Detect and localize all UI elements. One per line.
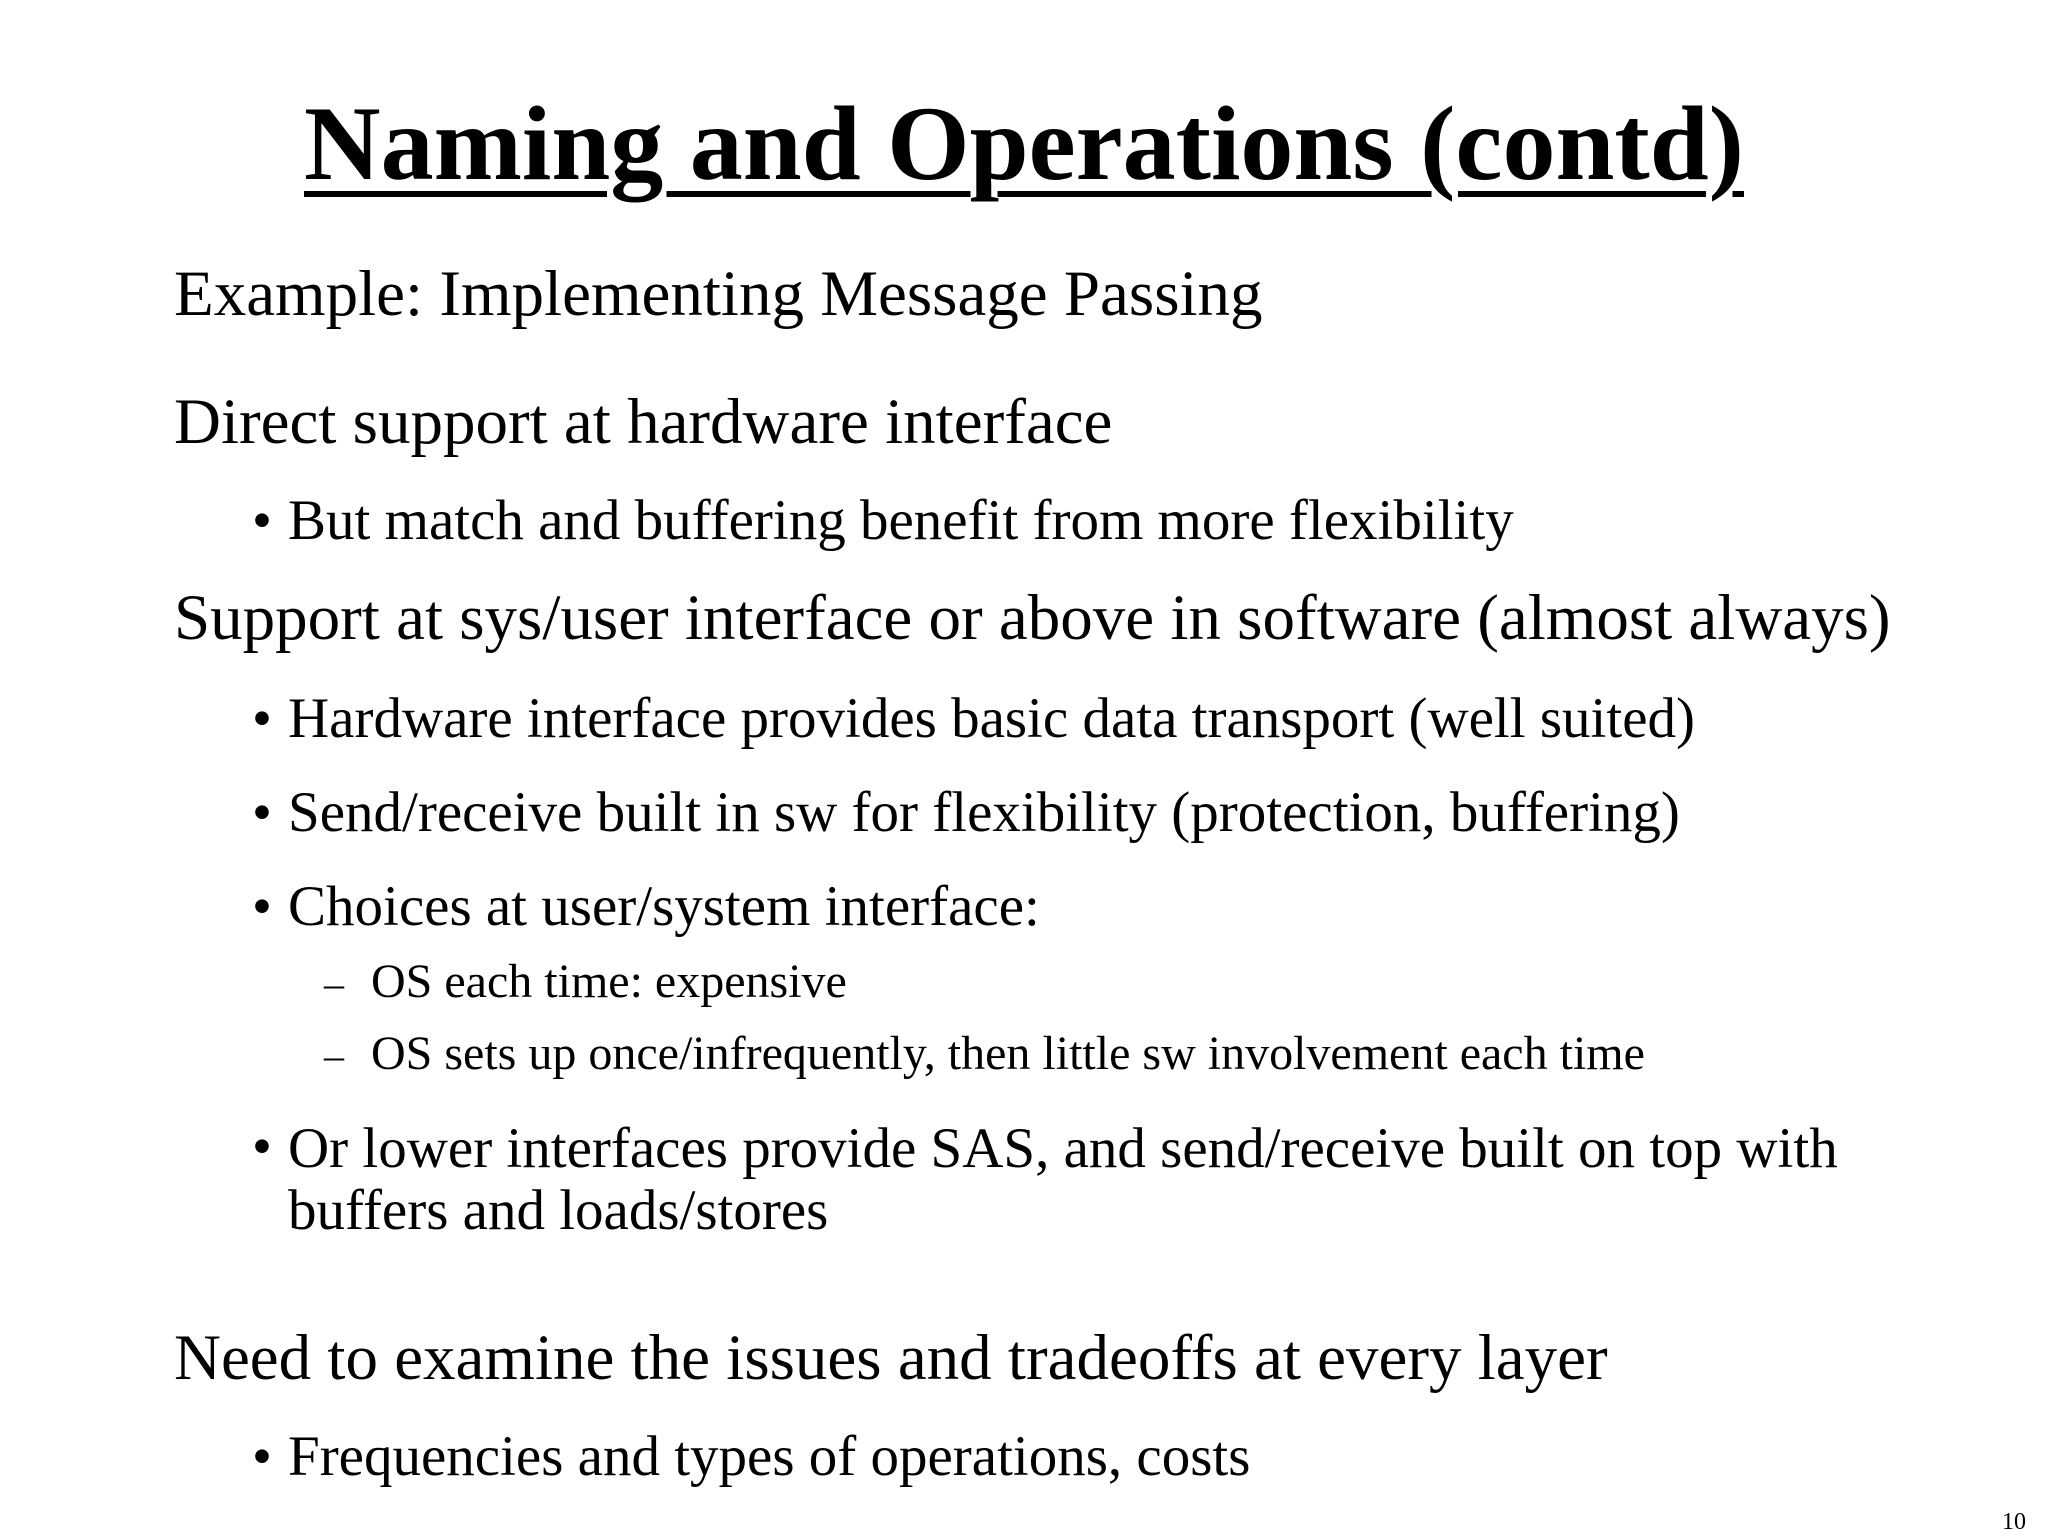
- bullet-text: Choices at user/system interface:: [288, 875, 1040, 938]
- bullet-icon: •: [252, 875, 272, 938]
- heading-examine-issues: Need to examine the issues and tradeoffs at every layer: [174, 1322, 1608, 1394]
- subbullet-os-sets-up: [324, 1027, 1645, 1080]
- bullet-icon: •: [252, 1115, 272, 1178]
- slide-title-text: Naming and Operations (contd): [304, 85, 1744, 202]
- heading-direct-support: Direct support at hardware interface: [174, 386, 1113, 458]
- bullet-choices: [252, 875, 1040, 938]
- bullet-match-buffering: [252, 489, 1514, 552]
- bullet-icon: •: [252, 1425, 272, 1488]
- dash-icon: –: [324, 1033, 344, 1078]
- subbullet-os-each-time: [324, 955, 847, 1008]
- bullet-text: Or lower interfaces provide SAS, and send/receive built on top with buffers and loads/stores: [288, 1117, 1838, 1242]
- bullet-lower-interfaces: [252, 1115, 1954, 1242]
- subbullet-text: OS each time: expensive: [371, 955, 847, 1008]
- bullet-icon: •: [252, 687, 272, 750]
- subbullet-text: OS sets up once/infrequently, then little sw involvement each time: [371, 1027, 1645, 1080]
- dash-icon: –: [324, 961, 344, 1006]
- bullet-hardware-transport: [252, 687, 1695, 750]
- bullet-text: But match and buffering benefit from more flexibility: [288, 489, 1514, 552]
- bullet-send-receive-sw: [252, 781, 1680, 844]
- bullet-frequencies: [252, 1425, 1251, 1488]
- heading-example: Example: Implementing Message Passing: [174, 258, 1263, 330]
- bullet-text: Hardware interface provides basic data transport (well suited): [288, 687, 1695, 750]
- slide-title: [0, 86, 2048, 203]
- bullet-icon: •: [252, 489, 272, 552]
- page-number: 10: [2002, 1509, 2026, 1535]
- bullet-icon: •: [252, 781, 272, 844]
- bullet-text: Send/receive built in sw for flexibility (protection, buffering): [288, 781, 1680, 844]
- heading-software-support: Support at sys/user interface or above in software (almost always): [174, 582, 1891, 654]
- bullet-text: Frequencies and types of operations, costs: [288, 1425, 1251, 1488]
